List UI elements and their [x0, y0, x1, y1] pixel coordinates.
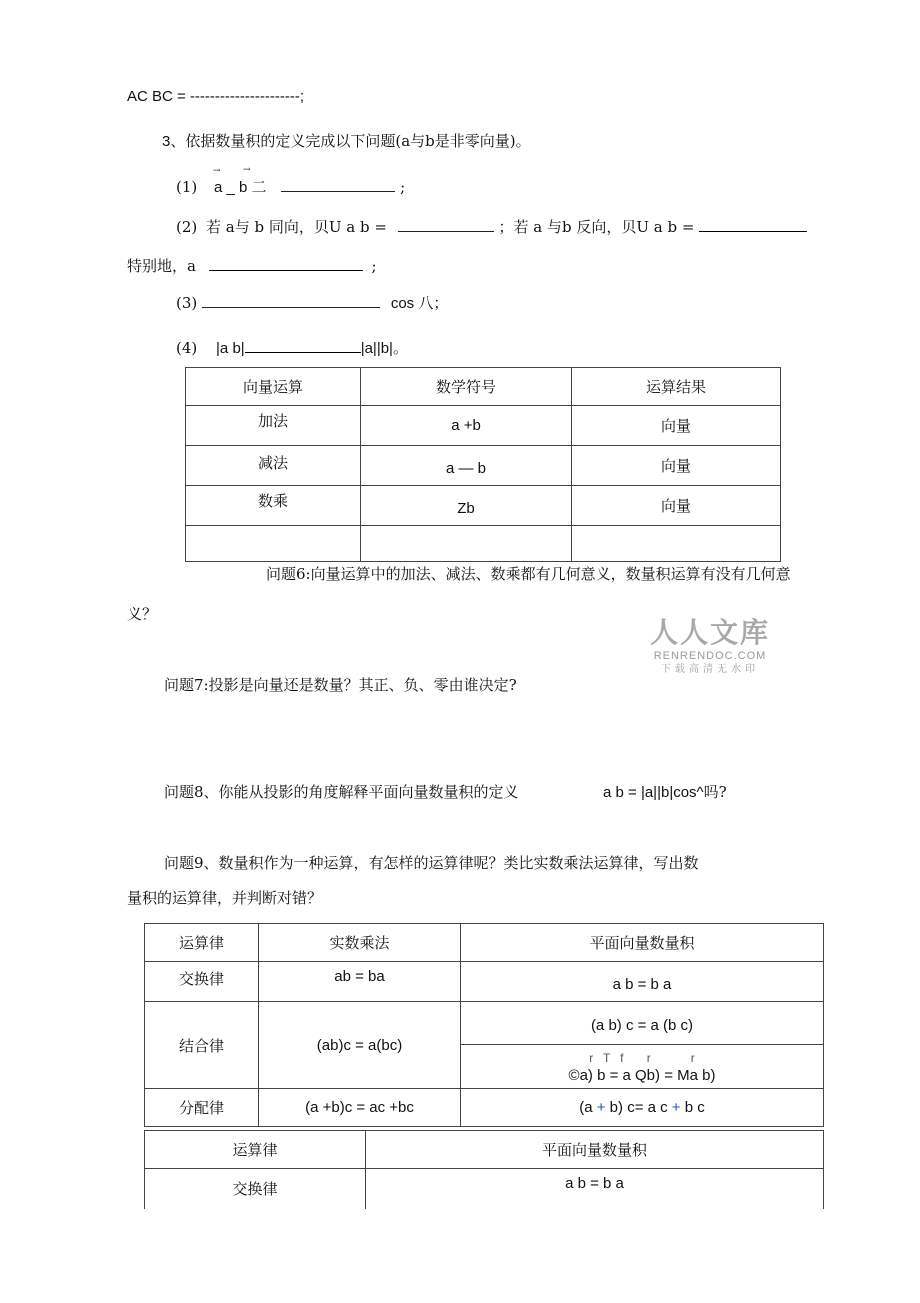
question-3 [162, 130, 531, 151]
distrib-part-b: b) c= a c [605, 1099, 672, 1116]
question-9-text: 、数量积作为一种运算，有怎样的运算律呢？类比实数乘法运算律，写出数 [203, 854, 699, 872]
law-name: 分配律 [145, 1089, 259, 1127]
item-1-label: (1) [176, 178, 198, 196]
question-6 [266, 563, 791, 584]
item-4-post: |a||b|。 [360, 340, 408, 357]
item-3-blank [202, 306, 380, 308]
vector-dot-product: a b = b a [366, 1169, 824, 1209]
special-case-tail: ; [371, 257, 377, 275]
question-8 [164, 781, 519, 802]
special-case-pre: 特别地，a [127, 257, 196, 275]
vector-dot-product: a b = b a [461, 962, 824, 1002]
question-8-tail: 吗? [703, 783, 727, 801]
watermark-subtitle: 下载高清无水印 [661, 664, 759, 675]
table-header-row [186, 368, 781, 406]
table-header: 运算律 [145, 924, 259, 962]
law-name: 交换律 [145, 1169, 366, 1209]
watermark-url: RENRENDOC.COM [653, 650, 767, 662]
table-cell [186, 526, 361, 562]
vector-arrow-icon: → [243, 165, 251, 175]
table-header-row [145, 1131, 824, 1169]
item-3 [176, 292, 448, 313]
question-8-label: 问题8 [164, 783, 204, 801]
table-cell: Zb [361, 486, 572, 526]
table-row [186, 486, 781, 526]
operation-laws-table [144, 923, 824, 1127]
table-row-commutative [145, 1169, 824, 1209]
watermark-title: 人人文库 [649, 616, 770, 649]
question-6-label: 问题6 [266, 565, 306, 583]
item-2 [176, 216, 807, 237]
item-1 [176, 176, 405, 197]
item-1-blank [281, 190, 395, 192]
item-3-expr: cos 八； [390, 295, 449, 312]
item-2-mid: ；若 a 与b 反向，贝U a b = [498, 218, 695, 236]
table-cell: a — b [361, 446, 572, 486]
vector-marks: r T f r r [589, 1050, 695, 1065]
question-3-text: 、依据数量积的定义完成以下问题(a与b是非零向量)。 [170, 132, 531, 150]
real-multiplication: (a +b)c = ac +bc [259, 1089, 461, 1127]
question-9-label: 问题9 [164, 854, 204, 872]
item-4-blank [245, 351, 361, 353]
question-6-text: :向量运算中的加法、减法、数乘都有几何意义，数量积运算有没有几何意 [305, 565, 791, 583]
watermark-logo [646, 617, 774, 677]
table-row-distributive [145, 1089, 824, 1127]
acbc-line: AC BC = ----------------------; [127, 88, 304, 105]
plus-sign: + [671, 1099, 681, 1116]
item-2-blank-opposite [699, 230, 807, 232]
question-7-label: 问题7 [164, 676, 204, 694]
law-name: 交换律 [145, 962, 259, 1002]
table-row [186, 446, 781, 486]
table-header: 平面向量数量积 [366, 1131, 824, 1169]
table-header: 实数乘法 [259, 924, 461, 962]
vector-dot-product [461, 1089, 824, 1127]
item-1-expr: a _ b 二 [214, 179, 267, 196]
table-header: 运算律 [145, 1131, 366, 1169]
law-name: 结合律 [145, 1002, 259, 1089]
question-9 [164, 852, 699, 873]
table-cell: 向量 [572, 406, 781, 446]
table-cell: 数乘 [186, 486, 361, 526]
table-cell [572, 526, 781, 562]
table-cell: 向量 [572, 486, 781, 526]
table-cell: 向量 [572, 446, 781, 486]
question-7-text: :投影是向量还是数量？其正、负、零由谁决定? [203, 676, 517, 694]
table-header: 平面向量数量积 [461, 924, 824, 962]
real-multiplication: ab = ba [259, 962, 461, 1002]
item-2-blank-same [398, 230, 494, 232]
vector-arrow-icon: → [213, 166, 221, 176]
item-4 [176, 337, 408, 358]
question-8-formula [603, 781, 727, 802]
vector-scalar-expr: ©a) b = a Qb) = Ma b) [568, 1066, 716, 1084]
table-row [186, 406, 781, 446]
table-cell: 减法 [186, 446, 361, 486]
table-header: 数学符号 [361, 368, 572, 406]
distrib-part-a: (a [579, 1099, 597, 1116]
special-case-blank [209, 269, 363, 271]
distrib-part-c: b c [680, 1099, 705, 1116]
item-1-tail: ; [400, 178, 406, 196]
operation-laws-table-2 [144, 1130, 824, 1209]
table-cell: a +b [361, 406, 572, 446]
table-header: 向量运算 [186, 368, 361, 406]
question-9-continuation: 量积的运算律，并判断对错？ [127, 889, 323, 907]
question-8-text: 、你能从投影的角度解释平面向量数量积的定义 [203, 783, 519, 801]
question-6-continuation: 义？ [127, 605, 158, 623]
item-2-label: (2) [176, 218, 198, 236]
table-cell [361, 526, 572, 562]
vector-operations-table [185, 367, 781, 562]
plus-sign: + [596, 1099, 606, 1116]
real-multiplication: (ab)c = a(bc) [259, 1002, 461, 1089]
item-4-pre: |a b| [216, 340, 245, 357]
vector-dot-product: (a b) c = a (b c) [461, 1002, 824, 1045]
dot-product-formula: a b = |a||b|cos^ [603, 784, 704, 801]
item-4-label: (4) [176, 339, 198, 357]
table-header: 运算结果 [572, 368, 781, 406]
table-row-commutative [145, 962, 824, 1002]
vector-scalar-assoc [461, 1045, 824, 1089]
question-7 [164, 674, 517, 695]
table-row-associative [145, 1002, 824, 1045]
question-3-number: 3 [162, 133, 171, 150]
table-header-row [145, 924, 824, 962]
item-3-label: (3) [176, 294, 198, 312]
table-row [186, 526, 781, 562]
item-2-pre: 若 a与 b 同向，贝U a b = [206, 218, 387, 236]
table-cell: 加法 [186, 406, 361, 446]
special-case [127, 255, 377, 276]
